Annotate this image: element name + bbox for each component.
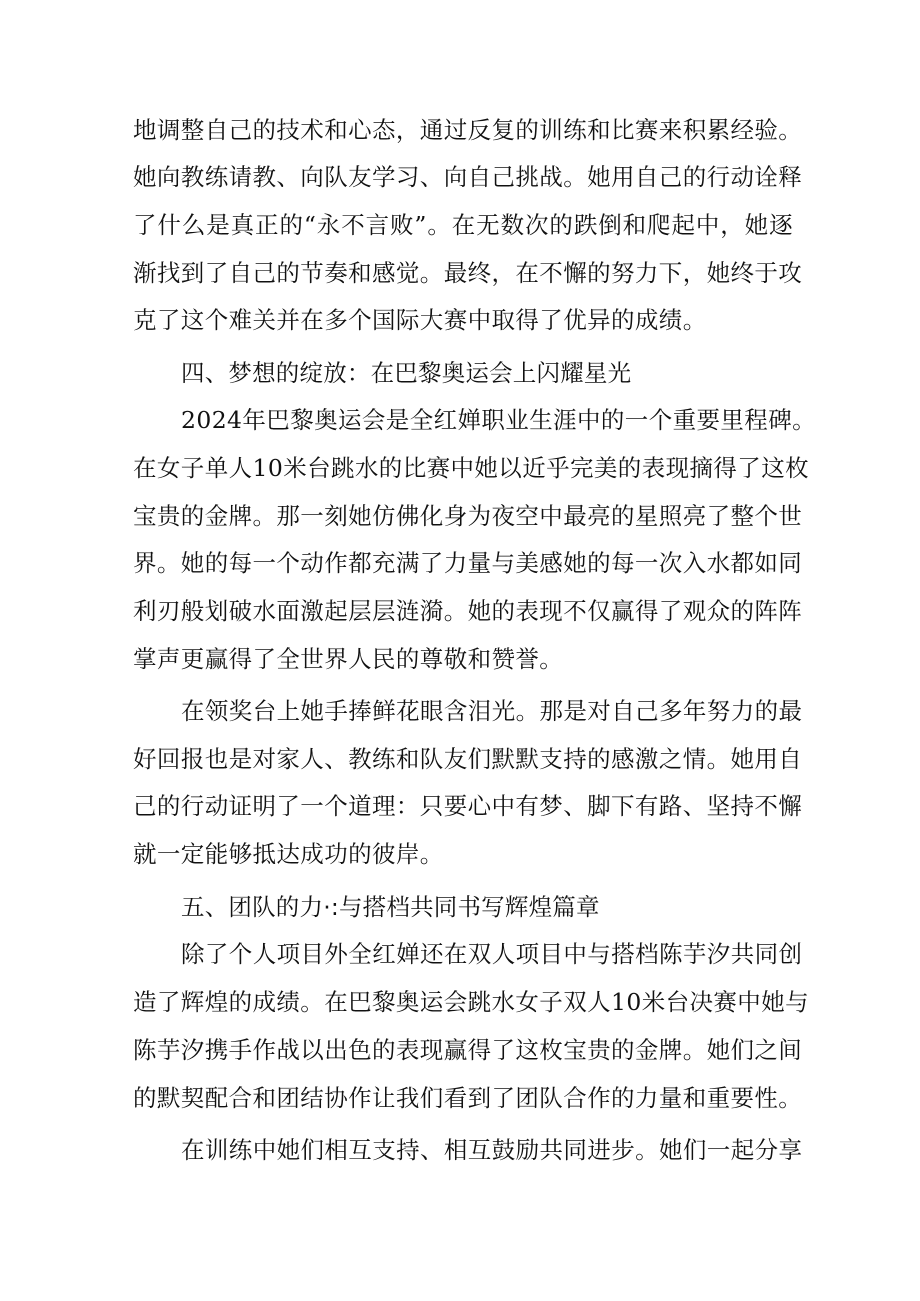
section-heading: 四、梦想的绽放：在巴黎奥运会上闪耀星光 xyxy=(181,359,632,387)
paragraph-line: 2024年巴黎奥运会是全红婵职业生涯中的一个重要里程碑。 xyxy=(181,406,817,434)
paragraph-line: 造了辉煌的成绩。在巴黎奥运会跳水女子双人10米台决赛中她与 xyxy=(133,988,810,1016)
paragraph-line: 除了个人项目外全红婵还在双人项目中与搭档陈芋汐共同创 xyxy=(181,940,803,968)
paragraph-line: 好回报也是对家人、教练和队友们默默支持的感激之情。她用自 xyxy=(133,745,803,773)
paragraph-line: 界。她的每一个动作都充满了力量与美感她的每一次入水都如同 xyxy=(133,549,803,577)
paragraph-line: 己的行动证明了一个道理：只要心中有梦、脚下有路、坚持不懈 xyxy=(133,792,803,820)
paragraph-line: 克了这个难关并在多个国际大赛中取得了优异的成绩。 xyxy=(133,306,707,334)
paragraph-line: 在领奖台上她手捧鲜花眼含泪光。那是对自己多年努力的最 xyxy=(181,697,803,725)
paragraph-line: 的默契配合和团结协作让我们看到了团队合作的力量和重要性。 xyxy=(133,1084,803,1112)
paragraph-line: 就一定能够抵达成功的彼岸。 xyxy=(133,840,444,868)
paragraph-line: 渐找到了自己的节奏和感觉。最终，在不懈的努力下，她终于攻 xyxy=(133,259,803,287)
paragraph-line: 宝贵的金牌。那一刻她仿佛化身为夜空中最亮的星照亮了整个世 xyxy=(133,502,803,530)
paragraph-line: 掌声更赢得了全世界人民的尊敬和赞誉。 xyxy=(133,645,564,673)
paragraph-line: 她向教练请教、向队友学习、向自己挑战。她用自己的行动诠释 xyxy=(133,163,803,191)
section-heading: 五、团队的力·:与搭档共同书写辉煌篇章 xyxy=(181,893,600,921)
paragraph-line: 了什么是真正的“永不言败”。在无数次的跌倒和爬起中，她逐 xyxy=(133,211,793,239)
paragraph-line: 陈芋汐携手作战以出色的表现赢得了这枚宝贵的金牌。她们之间 xyxy=(133,1036,803,1064)
paragraph-line: 在训练中她们相互支持、相互鼓励共同进步。她们一起分享 xyxy=(181,1136,803,1164)
paragraph-line: 利刃般划破水面激起层层涟漪。她的表现不仅赢得了观众的阵阵 xyxy=(133,597,803,625)
paragraph-line: 地调整自己的技术和心态，通过反复的训练和比赛来积累经验。 xyxy=(133,116,803,144)
paragraph-line: 在女子单人10米台跳水的比赛中她以近乎完美的表现摘得了这枚 xyxy=(133,454,810,482)
